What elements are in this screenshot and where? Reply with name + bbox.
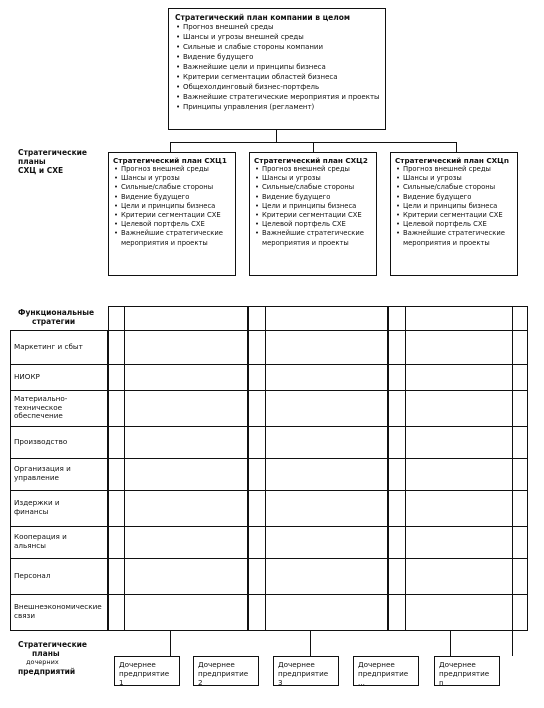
sbu-plan-item: • Видение будущего	[254, 193, 372, 202]
sbu-plan-title: Стратегический план СХЦ2	[254, 156, 368, 165]
row-label-rnd: НИОКР	[14, 371, 40, 381]
sbu-plan-item: • Видение будущего	[113, 193, 231, 202]
row-label-logistics: Материально-техническое обеспечение	[14, 394, 68, 421]
company-plan-item: • Принципы управления (регламент)	[175, 102, 379, 112]
sbu-plan-item: • Прогноз внешней среды	[395, 165, 513, 174]
sbu-plan-item: • Критерии сегментации СХЕ	[395, 211, 513, 220]
subsidiary-section-label	[18, 640, 104, 676]
sbu-plan-item: • Шансы и угрозы	[395, 174, 513, 183]
sbu-plan-item: • Шансы и угрозы	[254, 174, 372, 183]
company-plan-item: • Общехолдинговый бизнес-портфель	[175, 82, 379, 92]
sbu-plan-title: Стратегический план СХЦ1	[113, 156, 227, 165]
sbu-plan-item: • Сильные/слабые стороны	[395, 183, 513, 192]
subsidiary-label-line: планы	[32, 649, 60, 658]
sbu-label-line: Стратегические	[18, 148, 88, 157]
company-plan-item: • Важнейшие цели и принципы бизнеса	[175, 62, 379, 72]
column-divider-line	[265, 306, 266, 631]
row-label-personnel: Персонал	[14, 570, 51, 580]
row-label-production: Производство	[14, 436, 68, 446]
sbu-plan-list	[254, 165, 372, 248]
sbu-plan-item: • Важнейшие стратегические мероприятия и проекты	[395, 229, 507, 247]
sbu-plan-item: • Важнейшие стратегические мероприятия и проекты	[254, 229, 366, 247]
functional-section-label	[18, 308, 98, 326]
subsidiary-label-line: дочерних	[26, 658, 59, 666]
sbu-plan-item: • Критерии сегментации СХЕ	[254, 211, 372, 220]
sbu-plan-item: • Критерии сегментации СХЕ	[113, 211, 231, 220]
grid-cell	[388, 490, 528, 527]
row-label-cooperation: Кооперация и альянсы	[14, 532, 67, 550]
grid-cell	[248, 558, 388, 595]
grid-cell	[248, 390, 388, 427]
company-plan-title: Стратегический план компании в целом	[175, 13, 351, 22]
sbu-plan-box-1	[108, 152, 236, 276]
grid-cell	[388, 594, 528, 631]
sbu-label-line: СХЦ и СХЕ	[18, 166, 64, 175]
sbu-plan-item: • Целевой портфель СХЕ	[395, 220, 513, 229]
company-plan-item: • Важнейшие стратегические мероприятия и проекты	[175, 92, 379, 102]
company-strategic-plan-box	[168, 8, 386, 130]
grid-cell	[108, 330, 248, 365]
grid-header-cell	[388, 306, 528, 331]
sbu-plan-item: • Цели и принципы бизнеса	[113, 202, 231, 211]
sbu-plan-item: • Шансы и угрозы	[113, 174, 231, 183]
company-plan-item: • Шансы и угрозы внешней среды	[175, 32, 379, 42]
subsidiary-box-2: Дочернее предприятие 2	[193, 656, 259, 686]
grid-cell	[248, 458, 388, 491]
grid-cell	[248, 364, 388, 391]
sbu-plan-item: • Прогноз внешней среды	[113, 165, 231, 174]
connector-line	[456, 142, 457, 152]
sbu-plan-item: • Цели и принципы бизнеса	[395, 202, 513, 211]
connector-line	[313, 142, 314, 152]
sbu-plan-item: • Сильные/слабые стороны	[254, 183, 372, 192]
grid-cell	[248, 426, 388, 459]
grid-cell	[388, 526, 528, 559]
row-label-foreign-relations: Внешнеэкономические связи	[14, 602, 102, 620]
grid-cell	[108, 426, 248, 459]
sbu-plan-title: Стратегический план СХЦn	[395, 156, 509, 165]
connector-line	[512, 306, 513, 656]
grid-cell	[108, 594, 248, 631]
grid-cell	[108, 390, 248, 427]
functional-label-line: Функциональные	[18, 308, 95, 317]
connector-line	[310, 631, 311, 656]
grid-cell	[108, 458, 248, 491]
sbu-plan-item: • Цели и принципы бизнеса	[254, 202, 372, 211]
row-label-marketing: Маркетинг и сбыт	[14, 341, 83, 351]
connector-line	[276, 130, 277, 142]
sbu-plan-box-n	[390, 152, 518, 276]
company-plan-item: • Критерии сегментации областей бизнеса	[175, 72, 379, 82]
grid-cell	[248, 526, 388, 559]
grid-cell	[388, 330, 528, 365]
sbu-plan-item: • Целевой портфель СХЕ	[113, 220, 231, 229]
subsidiary-box-n: Дочернее предприятие n	[434, 656, 500, 686]
subsidiary-box-3: Дочернее предприятие 3	[273, 656, 339, 686]
grid-cell	[388, 390, 528, 427]
grid-cell	[108, 526, 248, 559]
sbu-plan-item: • Прогноз внешней среды	[254, 165, 372, 174]
grid-cell	[248, 490, 388, 527]
grid-cell	[388, 364, 528, 391]
subsidiary-box-1: Дочернее предприятие 1	[114, 656, 180, 686]
grid-cell	[248, 594, 388, 631]
company-plan-list	[175, 22, 379, 112]
sbu-plan-list	[113, 165, 231, 248]
grid-cell	[108, 558, 248, 595]
column-divider-line	[124, 306, 125, 631]
subsidiary-box-dots: Дочернее предприятие ...	[353, 656, 419, 686]
connector-line	[170, 631, 171, 656]
sbu-plan-item: • Видение будущего	[395, 193, 513, 202]
company-plan-item: • Прогноз внешней среды	[175, 22, 379, 32]
company-plan-item: • Сильные и слабые стороны компании	[175, 42, 379, 52]
grid-cell	[108, 364, 248, 391]
row-label-organization: Организация и управление	[14, 464, 71, 482]
sbu-plan-list	[395, 165, 513, 248]
grid-cell	[108, 490, 248, 527]
grid-cell	[388, 458, 528, 491]
sbu-plan-item: • Сильные/слабые стороны	[113, 183, 231, 192]
grid-header-cell	[108, 306, 248, 331]
functional-label-line: стратегии	[32, 317, 76, 326]
grid-cell	[388, 558, 528, 595]
sbu-plan-item: • Важнейшие стратегические мероприятия и проекты	[113, 229, 225, 247]
sbu-section-label	[18, 148, 98, 175]
connector-line	[450, 631, 451, 656]
row-label-costs-finance: Издержки и финансы	[14, 498, 60, 516]
sbu-label-line: планы	[18, 157, 46, 166]
grid-header-cell	[248, 306, 388, 331]
sbu-plan-item: • Целевой портфель СХЕ	[254, 220, 372, 229]
connector-line	[170, 142, 171, 152]
grid-cell	[388, 426, 528, 459]
sbu-plan-box-2	[249, 152, 377, 276]
column-divider-line	[405, 306, 406, 631]
company-plan-item: • Видение будущего	[175, 52, 379, 62]
grid-cell	[248, 330, 388, 365]
subsidiary-label-line: Стратегические	[18, 640, 88, 649]
subsidiary-label-line: предприятий	[18, 667, 76, 676]
